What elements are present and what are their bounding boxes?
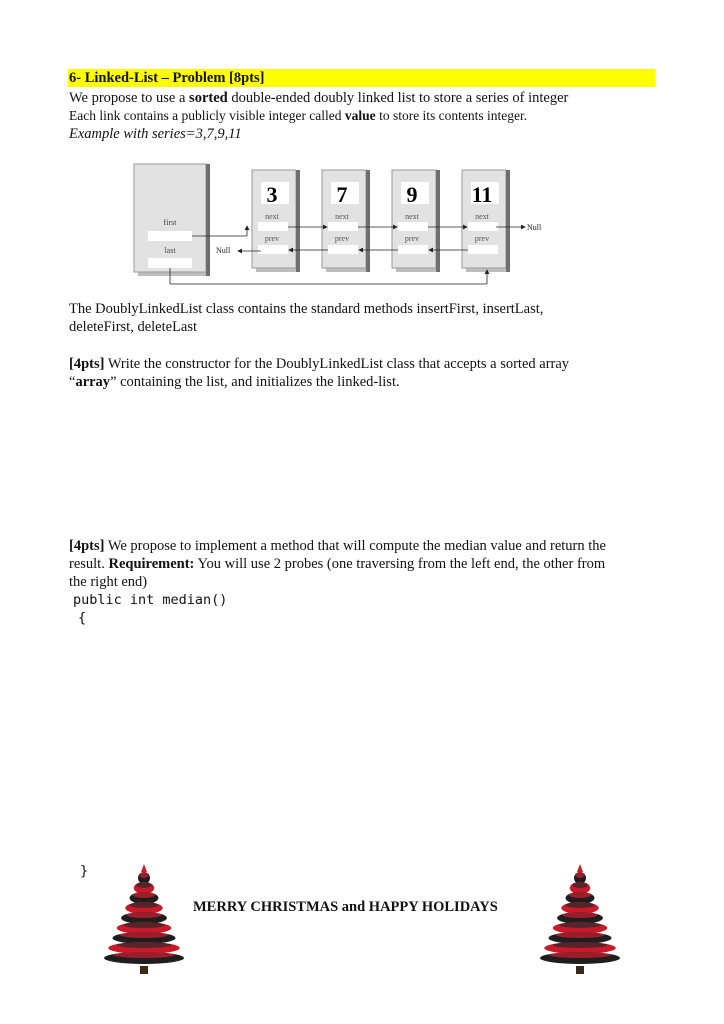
prev-label: prev bbox=[474, 234, 490, 243]
code-open-brace: { bbox=[78, 610, 87, 626]
prev-label: prev bbox=[334, 234, 350, 243]
part2-line-3: the right end) bbox=[69, 574, 148, 590]
list-node bbox=[252, 170, 300, 272]
linked-list-diagram bbox=[130, 160, 570, 290]
last-field bbox=[148, 258, 192, 268]
next-label: next bbox=[265, 212, 279, 221]
part2-line-1: [4pts] We propose to implement a method that will compute the median value and return the bbox=[69, 538, 606, 554]
methods-line-2: deleteFirst, deleteLast bbox=[69, 319, 198, 335]
list-node bbox=[322, 170, 370, 272]
list-node bbox=[462, 170, 510, 272]
part2-line-2: result. Requirement: You will use 2 probes (one traversing from the left end, the other from bbox=[69, 556, 606, 572]
node-value: 11 bbox=[471, 182, 493, 207]
last-label: last bbox=[164, 246, 176, 255]
example-line: Example with series=3,7,9,11 bbox=[69, 126, 242, 142]
next-label: next bbox=[405, 212, 419, 221]
methods-line-1: The DoublyLinkedList class contains the standard methods insertFirst, insertLast, bbox=[69, 301, 544, 317]
intro-line-1: We propose to use a sorted double-ended doubly linked list to store a series of integer bbox=[69, 90, 569, 106]
null-right-label: Null bbox=[527, 223, 542, 232]
footer-greeting: MERRY CHRISTMAS and HAPPY HOLIDAYS bbox=[193, 899, 498, 915]
first-field bbox=[148, 231, 192, 241]
christmas-tree-icon bbox=[534, 862, 626, 983]
intro-line-2: Each link contains a publicly visible integer called value to store its contents integer. bbox=[69, 108, 528, 123]
null-left-label: Null bbox=[216, 246, 231, 255]
first-label: first bbox=[163, 218, 177, 227]
part1-line-2: “array” containing the list, and initializes the linked-list. bbox=[69, 374, 400, 390]
code-signature: public int median() bbox=[73, 592, 228, 608]
node-value: 7 bbox=[336, 182, 348, 207]
code-close-brace: } bbox=[80, 863, 89, 879]
christmas-tree-icon bbox=[98, 862, 190, 983]
part1-line-1: [4pts] Write the constructor for the DoublyLinkedList class that accepts a sorted array bbox=[69, 356, 570, 372]
next-label: next bbox=[475, 212, 489, 221]
node-value: 3 bbox=[266, 182, 278, 207]
list-node bbox=[392, 170, 440, 272]
prev-label: prev bbox=[404, 234, 420, 243]
node-value: 9 bbox=[406, 182, 418, 207]
prev-label: prev bbox=[264, 234, 280, 243]
problem-title: 6- Linked-List – Problem [8pts] bbox=[68, 69, 655, 87]
list-header-box bbox=[134, 164, 210, 276]
next-label: next bbox=[335, 212, 349, 221]
